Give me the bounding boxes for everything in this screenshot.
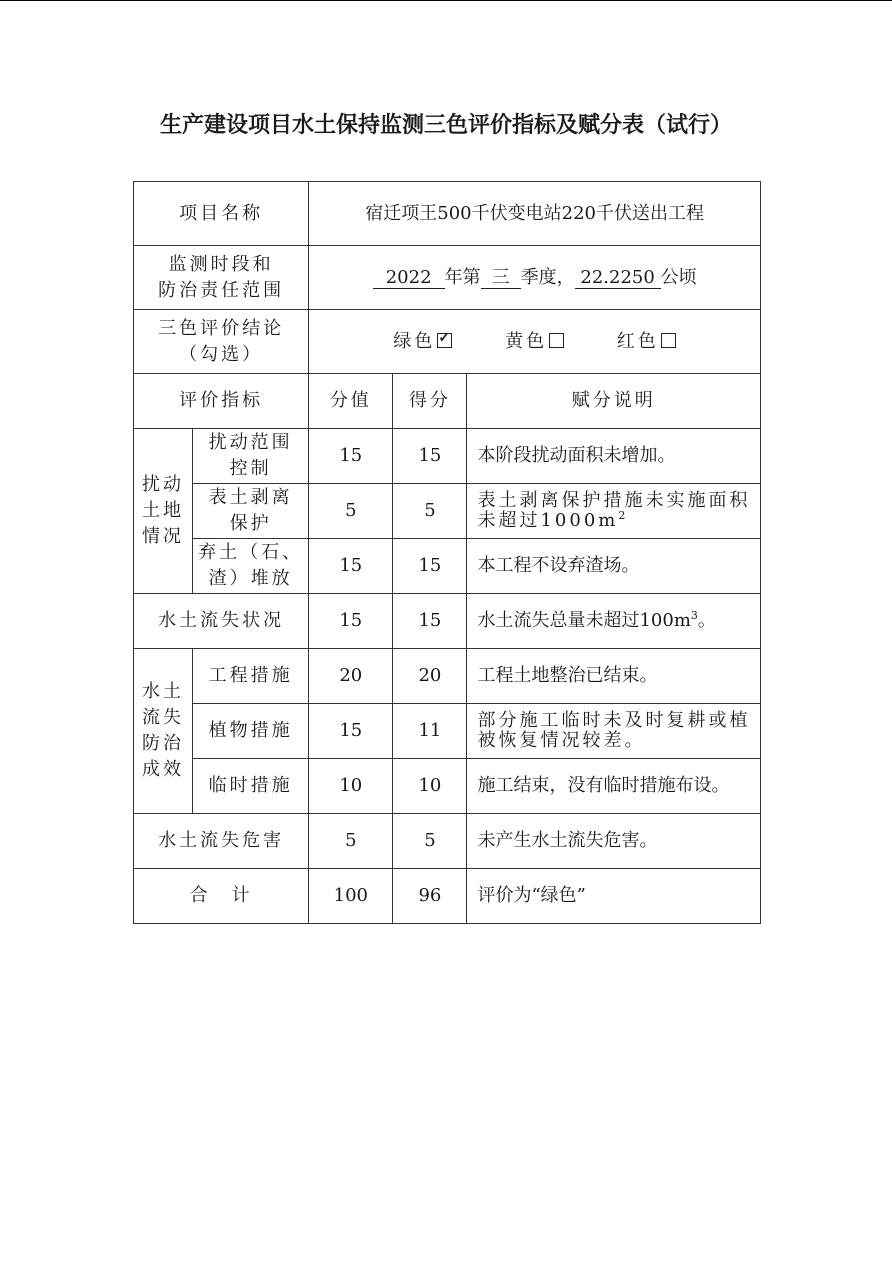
option-yellow-label: 黄色 — [505, 330, 548, 352]
conclusion-options — [309, 310, 761, 374]
group-label-line: 土地 — [142, 500, 185, 521]
project-name: 宿迁项王500千伏变电站220千伏送出工程 — [309, 182, 761, 246]
score-cell: 5 — [393, 814, 467, 869]
table-row — [134, 594, 761, 649]
period-year: 2022 — [373, 268, 445, 289]
total-max-score: 100 — [309, 869, 393, 924]
note-superscript: 2 — [618, 509, 629, 522]
indicator-line: 扰动范围 — [208, 432, 293, 453]
header-note: 赋分说明 — [467, 374, 761, 429]
note-cell: 部分施工临时未及时复耕或植被恢复情况较差。 — [467, 704, 761, 759]
check-mark-icon: ✓ — [438, 329, 454, 346]
indicator-cell: 临时措施 — [193, 759, 309, 814]
note-text: 水土流失总量未超过100m — [477, 610, 691, 631]
max-score-cell: 10 — [309, 759, 393, 814]
table-row — [134, 539, 761, 594]
conclusion-row — [134, 310, 761, 374]
indicator-line: 表土剥离 — [208, 487, 293, 508]
indicator-line: 控制 — [229, 458, 272, 479]
period-label-line1: 监测时段和 — [168, 253, 274, 275]
group-prevention — [134, 649, 193, 814]
score-cell: 20 — [393, 649, 467, 704]
header-score: 得分 — [393, 374, 467, 429]
indicator-cell: 水土流失状况 — [134, 594, 309, 649]
period-label — [134, 246, 309, 310]
table-row — [134, 814, 761, 869]
max-score-cell: 5 — [309, 484, 393, 539]
max-score-cell: 5 — [309, 814, 393, 869]
score-cell: 15 — [393, 539, 467, 594]
evaluation-table — [133, 181, 761, 924]
period-quarter: 三 — [481, 268, 521, 289]
option-green-label: 绿色 — [393, 330, 436, 352]
note-cell: 本阶段扰动面积未增加。 — [467, 429, 761, 484]
table-row — [134, 484, 761, 539]
indicator-cell — [193, 539, 309, 594]
score-cell: 10 — [393, 759, 467, 814]
indicator-cell — [193, 429, 309, 484]
indicator-cell — [193, 484, 309, 539]
header-indicator: 评价指标 — [134, 374, 309, 429]
group-label-line: 流失 — [142, 707, 185, 728]
note-cell — [467, 484, 761, 539]
period-area: 22.2250 — [575, 268, 661, 289]
period-value — [309, 246, 761, 310]
table-header-row — [134, 374, 761, 429]
indicator-cell: 工程措施 — [193, 649, 309, 704]
period-year-suffix: 年第 — [444, 266, 481, 288]
period-quarter-suffix: 季度， — [520, 266, 575, 288]
period-row — [134, 246, 761, 310]
note-cell: 本工程不设弃渣场。 — [467, 539, 761, 594]
total-label: 合 计 — [134, 869, 309, 924]
option-red[interactable] — [617, 329, 676, 355]
group-disturbed-land — [134, 429, 193, 594]
conclusion-label-line2: （勾选） — [179, 343, 264, 365]
group-label-line: 成效 — [142, 759, 185, 780]
conclusion-label-line1: 三色评价结论 — [158, 317, 285, 339]
table-row — [134, 429, 761, 484]
note-cell: 施工结束，没有临时措施布设。 — [467, 759, 761, 814]
group-label-line: 扰动 — [142, 474, 185, 495]
max-score-cell: 15 — [309, 704, 393, 759]
project-label: 项目名称 — [134, 182, 309, 246]
table-row — [134, 649, 761, 704]
note-text: 表土剥离保护措施未实施面积未超过1000m — [477, 490, 751, 531]
group-label-line: 防治 — [142, 733, 185, 754]
checkbox-yellow[interactable] — [549, 333, 564, 348]
period-label-line2: 防治责任范围 — [158, 279, 285, 301]
note-cell: 未产生水土流失危害。 — [467, 814, 761, 869]
group-label-line: 情况 — [142, 526, 185, 547]
score-cell: 5 — [393, 484, 467, 539]
max-score-cell: 20 — [309, 649, 393, 704]
top-border-line — [0, 0, 892, 1]
checkbox-red[interactable] — [661, 333, 676, 348]
note-superscript: 3 — [690, 609, 698, 622]
project-row — [134, 182, 761, 246]
indicator-line: 渣）堆放 — [208, 568, 293, 589]
max-score-cell: 15 — [309, 429, 393, 484]
group-label-line: 水土 — [142, 681, 185, 702]
total-note: 评价为“绿色” — [467, 869, 761, 924]
period-area-unit: 公顷 — [660, 266, 697, 288]
indicator-cell: 植物措施 — [193, 704, 309, 759]
score-cell: 11 — [393, 704, 467, 759]
indicator-line: 弃土（石、 — [198, 542, 304, 563]
score-cell: 15 — [393, 594, 467, 649]
option-yellow[interactable] — [505, 329, 564, 355]
checkbox-green[interactable] — [437, 329, 454, 348]
score-cell: 15 — [393, 429, 467, 484]
page-title: 生产建设项目水土保持监测三色评价指标及赋分表（试行） — [159, 112, 732, 138]
total-row — [134, 869, 761, 924]
header-max-score: 分值 — [309, 374, 393, 429]
table-row — [134, 704, 761, 759]
note-cell: 工程土地整治已结束。 — [467, 649, 761, 704]
indicator-line: 保护 — [229, 513, 272, 534]
note-cell — [467, 594, 761, 649]
option-green[interactable] — [393, 329, 452, 355]
table-row — [134, 759, 761, 814]
option-red-label: 红色 — [616, 330, 659, 352]
max-score-cell: 15 — [309, 594, 393, 649]
indicator-cell: 水土流失危害 — [134, 814, 309, 869]
conclusion-label — [134, 310, 309, 374]
total-score: 96 — [393, 869, 467, 924]
max-score-cell: 15 — [309, 539, 393, 594]
note-tail: 。 — [697, 610, 716, 631]
